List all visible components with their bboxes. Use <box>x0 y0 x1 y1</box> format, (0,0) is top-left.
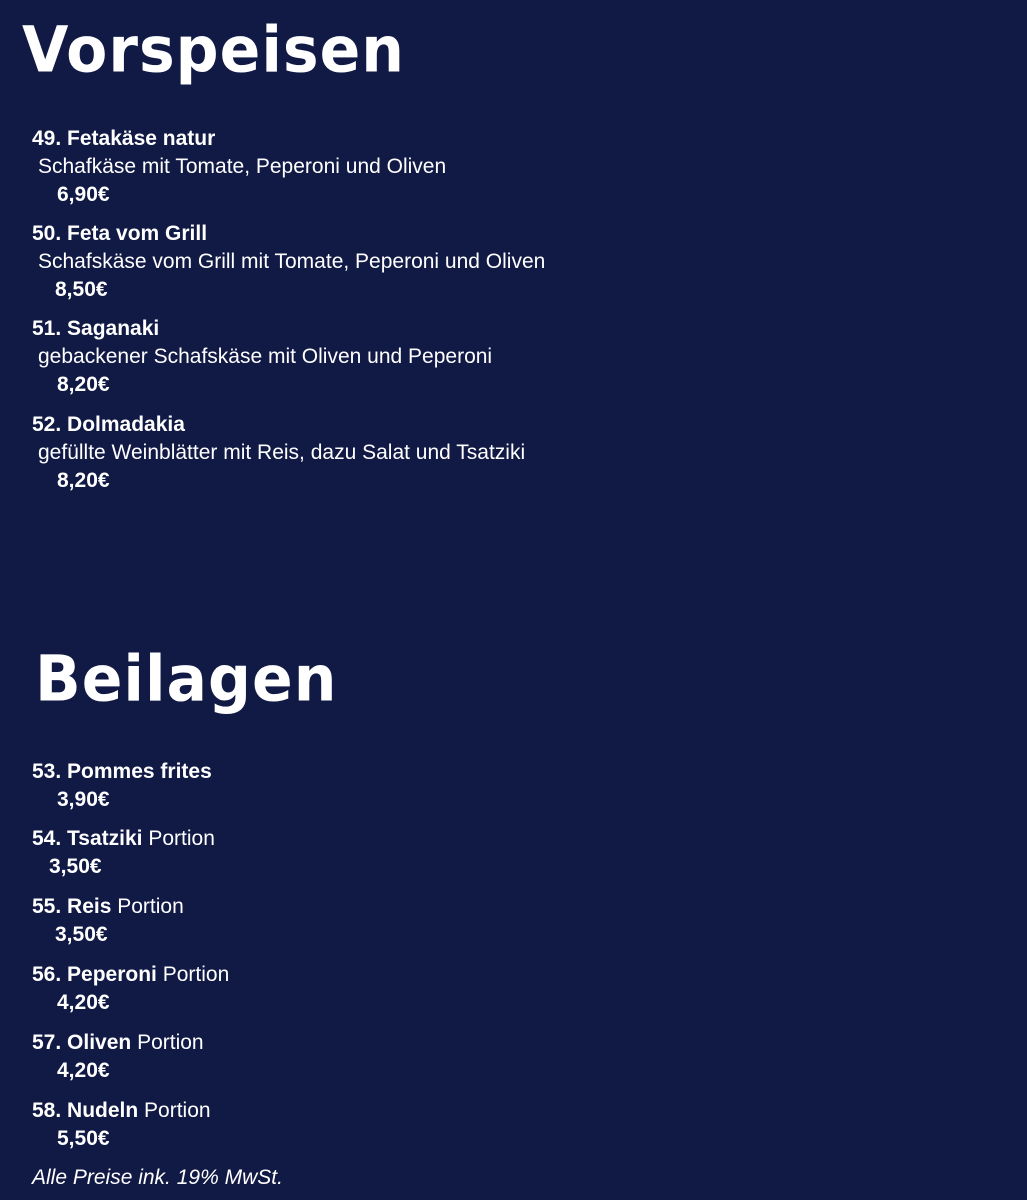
item-name: 57. Oliven <box>32 1031 132 1054</box>
item-price: 4,20€ <box>57 991 110 1014</box>
menu-item-55 <box>32 893 184 949</box>
item-name: 53. Pommes frites <box>32 760 212 783</box>
item-description: gefüllte Weinblätter mit Reis, dazu Salat und Tsatziki <box>38 441 526 464</box>
item-description: Schafkäse mit Tomate, Peperoni und Oliven <box>38 155 447 178</box>
item-name: 50. Feta vom Grill <box>32 222 208 245</box>
item-price: 8,20€ <box>57 373 110 396</box>
menu-item-56 <box>32 961 229 1017</box>
item-portion-label: Portion <box>144 1099 211 1122</box>
item-price: 5,50€ <box>57 1127 110 1150</box>
item-price: 8,20€ <box>57 469 110 492</box>
menu-item-53 <box>32 758 212 814</box>
menu-item-52 <box>32 411 525 495</box>
item-name: 49. Fetakäse natur <box>32 127 216 150</box>
menu-item-58 <box>32 1097 211 1153</box>
section-title-beilagen: Beilagen <box>35 642 338 717</box>
item-description: Schafskäse vom Grill mit Tomate, Peperoni und Oliven <box>38 250 546 273</box>
item-name: 56. Peperoni <box>32 963 157 986</box>
section-title-vorspeisen: Vorspeisen <box>22 13 406 88</box>
menu-item-49 <box>32 125 446 209</box>
item-price: 8,50€ <box>55 278 108 301</box>
menu-item-50 <box>32 220 545 304</box>
item-name: 55. Reis <box>32 895 112 918</box>
item-price: 3,50€ <box>55 923 108 946</box>
menu-item-51 <box>32 315 492 399</box>
item-price: 6,90€ <box>57 183 110 206</box>
item-portion-label: Portion <box>117 895 184 918</box>
item-description: gebackener Schafskäse mit Oliven und Peperoni <box>38 345 493 368</box>
item-name: 58. Nudeln <box>32 1099 139 1122</box>
item-price: 3,90€ <box>57 788 110 811</box>
item-portion-label: Portion <box>137 1031 204 1054</box>
item-price: 4,20€ <box>57 1059 110 1082</box>
item-name: 52. Dolmadakia <box>32 413 185 436</box>
item-name: 54. Tsatziki <box>32 827 143 850</box>
item-portion-label: Portion <box>162 963 230 986</box>
price-footnote: Alle Preise ink. 19% MwSt. <box>32 1166 283 1189</box>
item-portion-label: Portion <box>148 827 215 850</box>
menu-item-54 <box>32 825 215 881</box>
menu-item-57 <box>32 1029 204 1085</box>
item-name: 51. Saganaki <box>32 317 160 340</box>
item-price: 3,50€ <box>49 855 102 878</box>
